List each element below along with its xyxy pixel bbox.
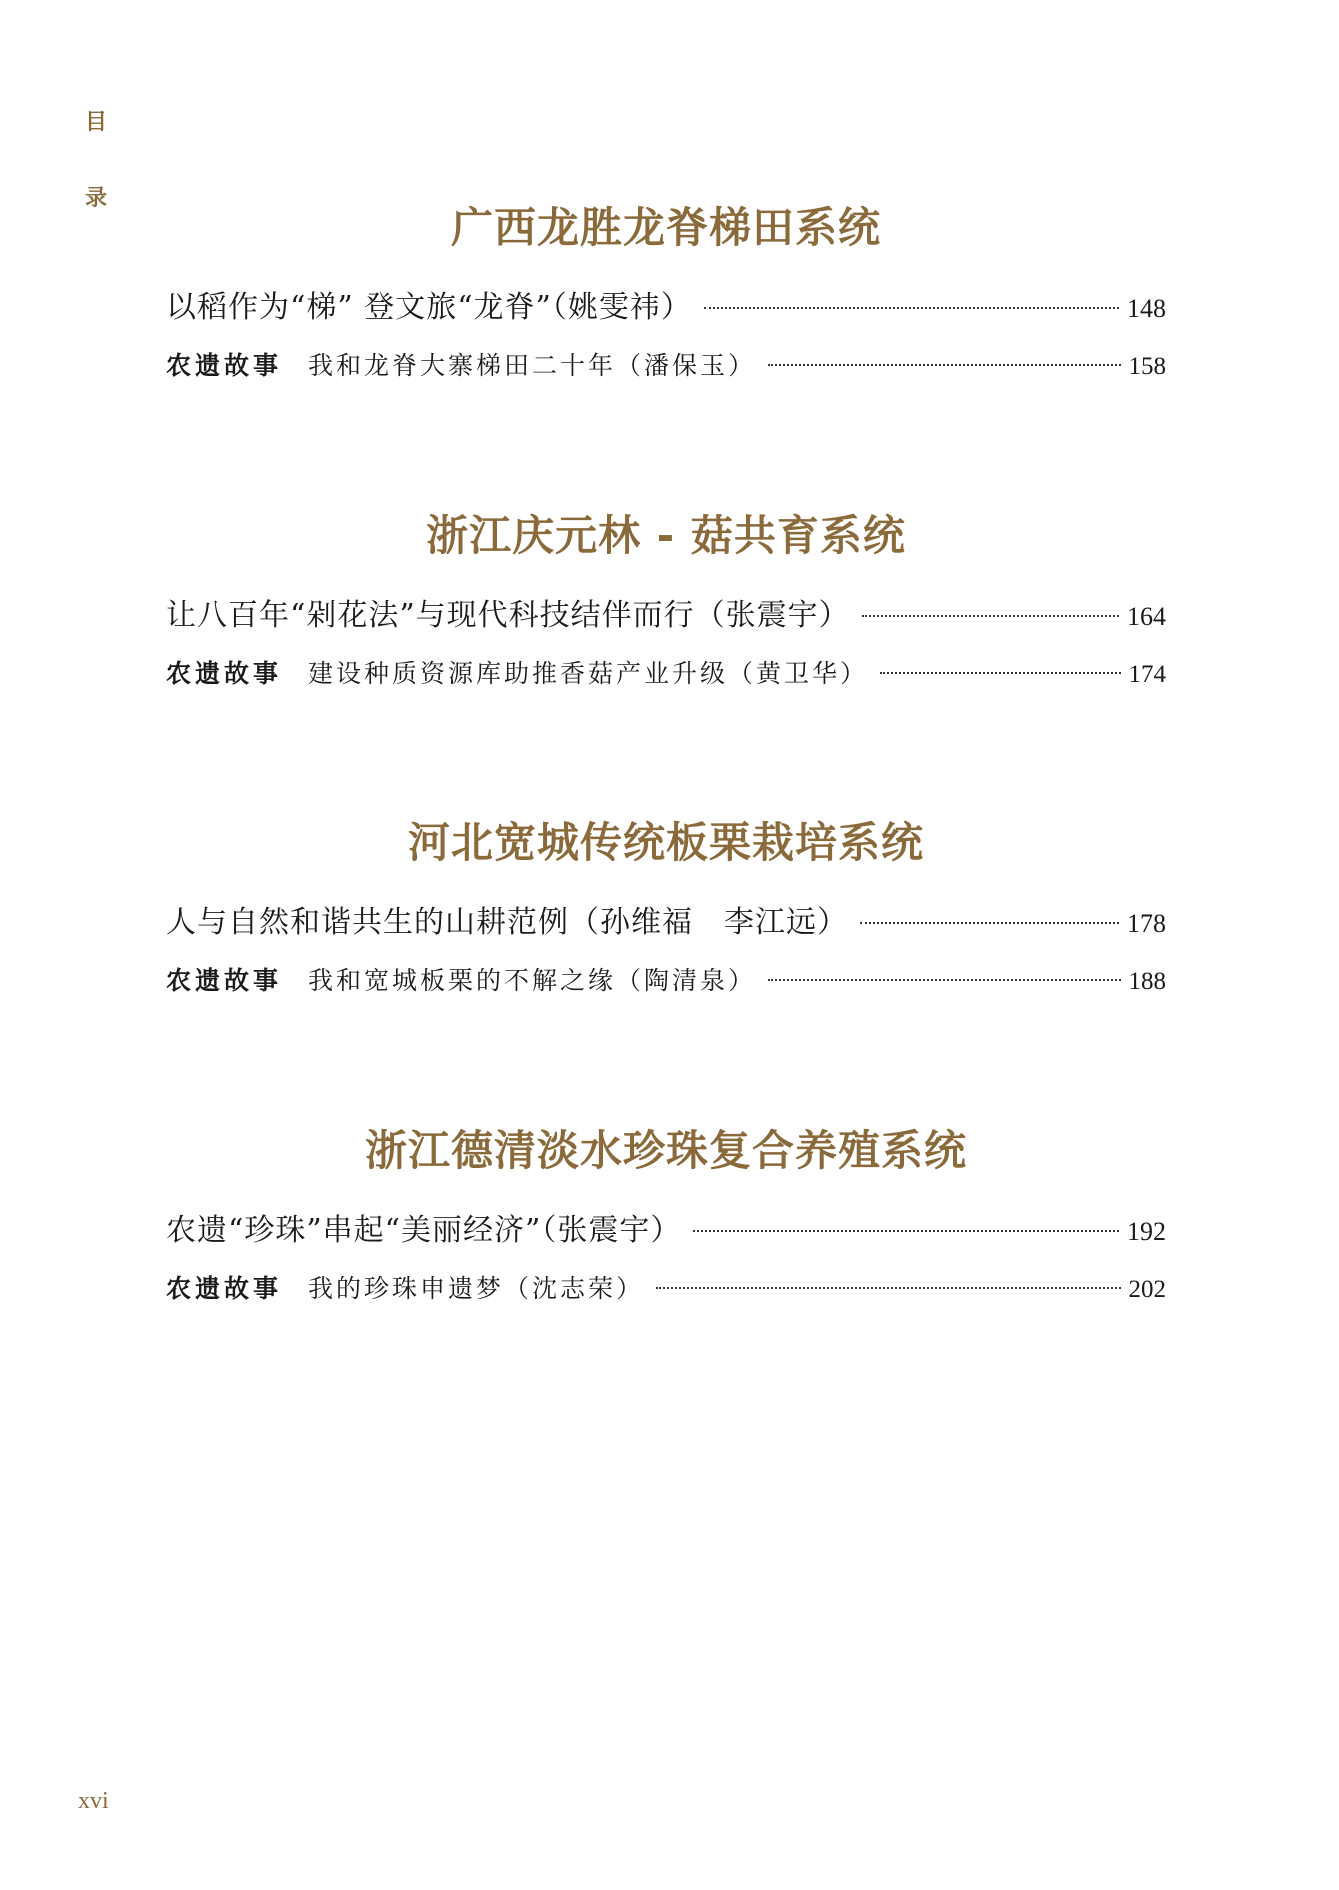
toc-entry-story[interactable] bbox=[166, 346, 1166, 386]
entry-title: 建设种质资源库助推香菇产业升级（黄卫华） bbox=[308, 659, 869, 688]
toc-section bbox=[166, 1123, 1166, 1309]
story-label: 农遗故事 bbox=[166, 966, 283, 995]
section-title: 河北宽城传统板栗栽培系统 bbox=[407, 818, 924, 867]
toc-entry-main[interactable] bbox=[166, 901, 1166, 945]
toc-entry-story[interactable] bbox=[166, 961, 1166, 1001]
dot-leader bbox=[768, 979, 1120, 981]
story-label: 农遗故事 bbox=[166, 659, 283, 688]
section-title: 浙江德清淡水珍珠复合养殖系统 bbox=[364, 1126, 967, 1175]
entry-title: 让八百年“剁花法”与现代科技结伴而行（张震宇） bbox=[166, 598, 850, 633]
story-label: 农遗故事 bbox=[166, 1274, 283, 1303]
dot-leader bbox=[860, 922, 1119, 924]
page-number: 188 bbox=[1128, 968, 1166, 995]
entry-title: 我和宽城板栗的不解之缘（陶清泉） bbox=[308, 966, 757, 995]
toc-section bbox=[166, 815, 1166, 1001]
page-number: 158 bbox=[1128, 353, 1166, 380]
entry-title: 以稻作为“梯” 登文旅“龙脊”（姚雯祎） bbox=[166, 290, 692, 325]
page-folio: xvi bbox=[78, 1788, 109, 1814]
dot-leader bbox=[704, 307, 1119, 309]
page-number: 178 bbox=[1127, 909, 1166, 938]
toc-section bbox=[166, 508, 1166, 694]
entry-title: 人与自然和谐共生的山耕范例（孙维福 李江远） bbox=[166, 905, 848, 940]
dot-leader bbox=[693, 1230, 1119, 1232]
toc-entry-main[interactable] bbox=[166, 1209, 1166, 1253]
toc-section bbox=[166, 200, 1166, 386]
toc-side-label-lu: 录 bbox=[84, 186, 107, 211]
section-title: 广西龙胜龙脊梯田系统 bbox=[450, 203, 881, 252]
entry-title: 农遗“珍珠”串起“美丽经济”（张震宇） bbox=[166, 1213, 682, 1248]
section-title: 浙江庆元林 - 菇共育系统 bbox=[426, 511, 906, 560]
page-number: 164 bbox=[1127, 602, 1166, 631]
page-number: 174 bbox=[1128, 661, 1166, 688]
toc-side-label-mu: 目 bbox=[84, 110, 107, 135]
entry-title: 我的珍珠申遗梦（沈志荣） bbox=[308, 1274, 645, 1303]
dot-leader bbox=[880, 672, 1120, 674]
toc-entry-story[interactable] bbox=[166, 654, 1166, 694]
dot-leader bbox=[768, 364, 1120, 366]
page-number: 202 bbox=[1128, 1276, 1166, 1303]
dot-leader bbox=[656, 1287, 1120, 1289]
page-number: 148 bbox=[1127, 294, 1166, 323]
toc-entry-main[interactable] bbox=[166, 286, 1166, 330]
dot-leader bbox=[862, 615, 1119, 617]
toc-entry-story[interactable] bbox=[166, 1269, 1166, 1309]
page-number: 192 bbox=[1127, 1217, 1166, 1246]
toc-entry-main[interactable] bbox=[166, 594, 1166, 638]
story-label: 农遗故事 bbox=[166, 351, 283, 380]
entry-title: 我和龙脊大寨梯田二十年（潘保玉） bbox=[308, 351, 757, 380]
